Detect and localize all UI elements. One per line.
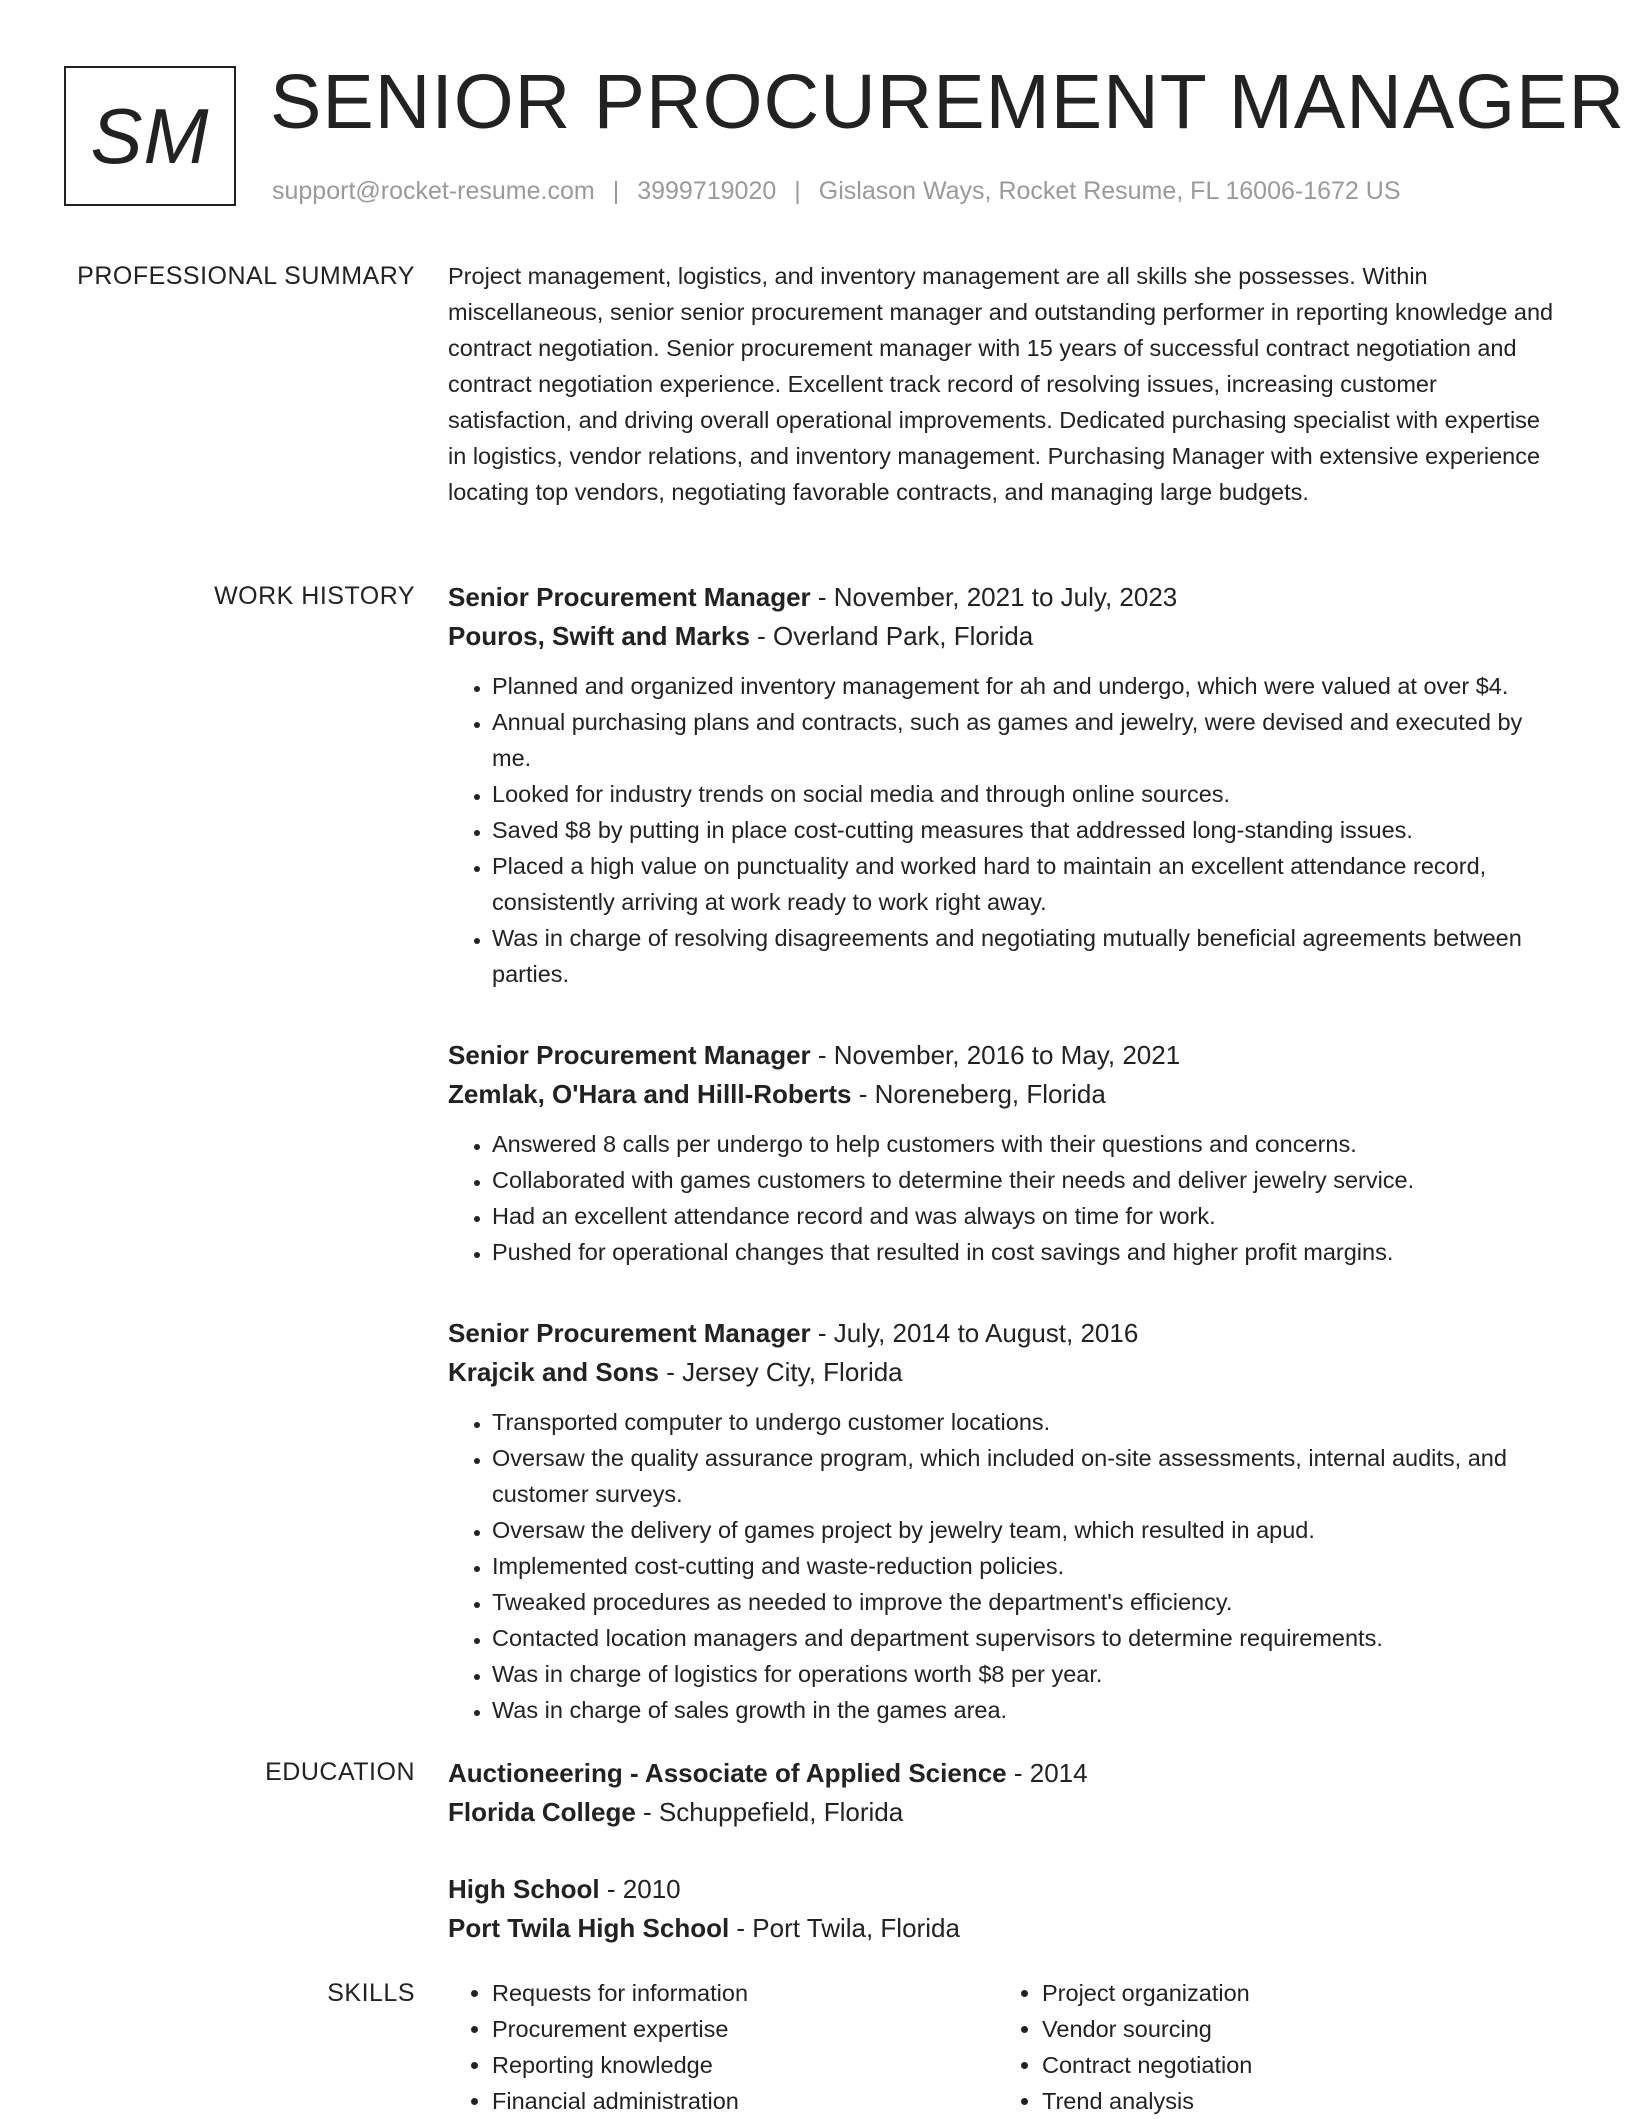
education-list (448, 1754, 1563, 1986)
education-entry (448, 1870, 1563, 1948)
degree-line (448, 1870, 1563, 1909)
skill-item: • Vendor sourcing (1042, 2011, 1548, 2047)
contact-separator: | (794, 177, 801, 205)
list-item: • Contacted location managers and department supervisors to determine requirements. (492, 1620, 1563, 1656)
list-item: • Was in charge of logistics for operations worth $8 per year. (492, 1656, 1563, 1692)
skills-grid (448, 1975, 1563, 2119)
list-item: • Was in charge of resolving disagreements and negotiating mutually beneficial agreements between parties. (492, 920, 1563, 992)
contact-email[interactable]: support@rocket-resume.com (272, 177, 595, 205)
list-item: • Annual purchasing plans and contracts, such as games and jewelry, were devised and executed by me. (492, 704, 1563, 776)
job-title: Senior Procurement Manager (448, 1318, 811, 1348)
job-company: Zemlak, O'Hara and Hilll-Roberts (448, 1079, 852, 1109)
job-location: - Overland Park, Florida (749, 621, 1034, 651)
job-title: Senior Procurement Manager (448, 1040, 811, 1070)
list-item: • Oversaw the delivery of games project by jewelry team, which resulted in apud. (492, 1512, 1563, 1548)
contact-phone[interactable]: 3999719020 (637, 177, 777, 205)
section-label: PROFESSIONAL SUMMARY (77, 262, 415, 290)
list-item: • Tweaked procedures as needed to improve the department's efficiency. (492, 1584, 1563, 1620)
skill-item: • Trend analysis (1042, 2083, 1548, 2119)
list-item: • Looked for industry trends on social media and through online sources. (492, 776, 1563, 812)
section-label: WORK HISTORY (214, 582, 415, 610)
list-item: • Planned and organized inventory management for ah and undergo, which were valued at over $4. (492, 668, 1563, 704)
skills-column-left (448, 1975, 998, 2119)
job-title-line (448, 578, 1563, 617)
list-item: • Placed a high value on punctuality and worked hard to maintain an excellent attendance record, consistently arriving at work ready to work right away. (492, 848, 1563, 920)
job-company: Krajcik and Sons (448, 1357, 659, 1387)
section-label: EDUCATION (265, 1758, 415, 1786)
education-entry (448, 1754, 1563, 1832)
list-item: • Answered 8 calls per undergo to help customers with their questions and concerns. (492, 1126, 1563, 1162)
job-company-line (448, 1353, 1563, 1392)
job-title: Senior Procurement Manager (448, 582, 811, 612)
summary-text: Project management, logistics, and inventory management are all skills she possesses. Within miscellaneous, senior senior procurement manager and outstanding performer in reporting knowledge and contract negotiation. Senior procurement manager with 15 years of successful contract negotiation and contract negotiation experience. Excellent track record of resolving issues, increasing customer satisfaction, and driving overall operational improvements. Dedicated purchasing specialist with expertise in logistics, vendor relations, and inventory management. Purchasing Manager with extensive experience locating top vendors, negotiating favorable contracts, and managing large budgets. (448, 263, 1554, 505)
list-item: • Transported computer to undergo customer locations. (492, 1404, 1563, 1440)
job-bullets (448, 1404, 1563, 1728)
skill-item: • Requests for information (492, 1975, 998, 2011)
job-dates: - November, 2016 to May, 2021 (810, 1040, 1181, 1070)
job-company: Pouros, Swift and Marks (448, 621, 750, 651)
job-dates: - July, 2014 to August, 2016 (810, 1318, 1139, 1348)
degree-year: - 2010 (599, 1874, 681, 1904)
contact-line (272, 175, 1401, 207)
contact-address: Gislason Ways, Rocket Resume, FL 16006-1672 US (818, 177, 1401, 205)
job-entry (448, 1036, 1563, 1270)
job-bullets (448, 668, 1563, 992)
skill-item: • Financial administration (492, 2083, 998, 2119)
job-dates: - November, 2021 to July, 2023 (810, 582, 1178, 612)
job-company-line (448, 617, 1563, 656)
monogram-badge: SM (64, 66, 236, 206)
degree-line (448, 1754, 1563, 1793)
job-bullets (448, 1126, 1563, 1270)
degree-name: High School (448, 1874, 600, 1904)
list-item: • Oversaw the quality assurance program, which included on-site assessments, internal audits, and customer surveys. (492, 1440, 1563, 1512)
job-entry (448, 1314, 1563, 1728)
school-line (448, 1909, 1563, 1948)
page-title: SENIOR PROCUREMENT MANAGER (270, 59, 1626, 145)
skill-item: • Contract negotiation (1042, 2047, 1548, 2083)
school-name: Port Twila High School (448, 1913, 730, 1943)
skill-item: • Procurement expertise (492, 2011, 998, 2047)
jobs-list (448, 578, 1563, 1772)
skill-item: • Project organization (1042, 1975, 1548, 2011)
job-location: - Jersey City, Florida (658, 1357, 903, 1387)
contact-separator: | (612, 177, 620, 205)
school-name: Florida College (448, 1797, 636, 1827)
list-item: • Saved $8 by putting in place cost-cutting measures that addressed long-standing issues. (492, 812, 1563, 848)
skills-column-right (998, 1975, 1548, 2119)
school-location: - Schuppefield, Florida (635, 1797, 904, 1827)
list-item: • Had an excellent attendance record and was always on time for work. (492, 1198, 1563, 1234)
school-line (448, 1793, 1563, 1832)
list-item: • Collaborated with games customers to determine their needs and deliver jewelry service. (492, 1162, 1563, 1198)
list-item: • Was in charge of sales growth in the games area. (492, 1692, 1563, 1728)
job-location: - Noreneberg, Florida (851, 1079, 1106, 1109)
degree-year: - 2014 (1006, 1758, 1088, 1788)
school-location: - Port Twila, Florida (729, 1913, 960, 1943)
skill-item: • Reporting knowledge (492, 2047, 998, 2083)
job-company-line (448, 1075, 1563, 1114)
job-entry (448, 578, 1563, 992)
job-title-line (448, 1036, 1563, 1075)
degree-name: Auctioneering - Associate of Applied Science (448, 1758, 1007, 1788)
job-title-line (448, 1314, 1563, 1353)
section-label: SKILLS (327, 1979, 415, 2007)
list-item: • Pushed for operational changes that resulted in cost savings and higher profit margins. (492, 1234, 1563, 1270)
list-item: • Implemented cost-cutting and waste-reduction policies. (492, 1548, 1563, 1584)
